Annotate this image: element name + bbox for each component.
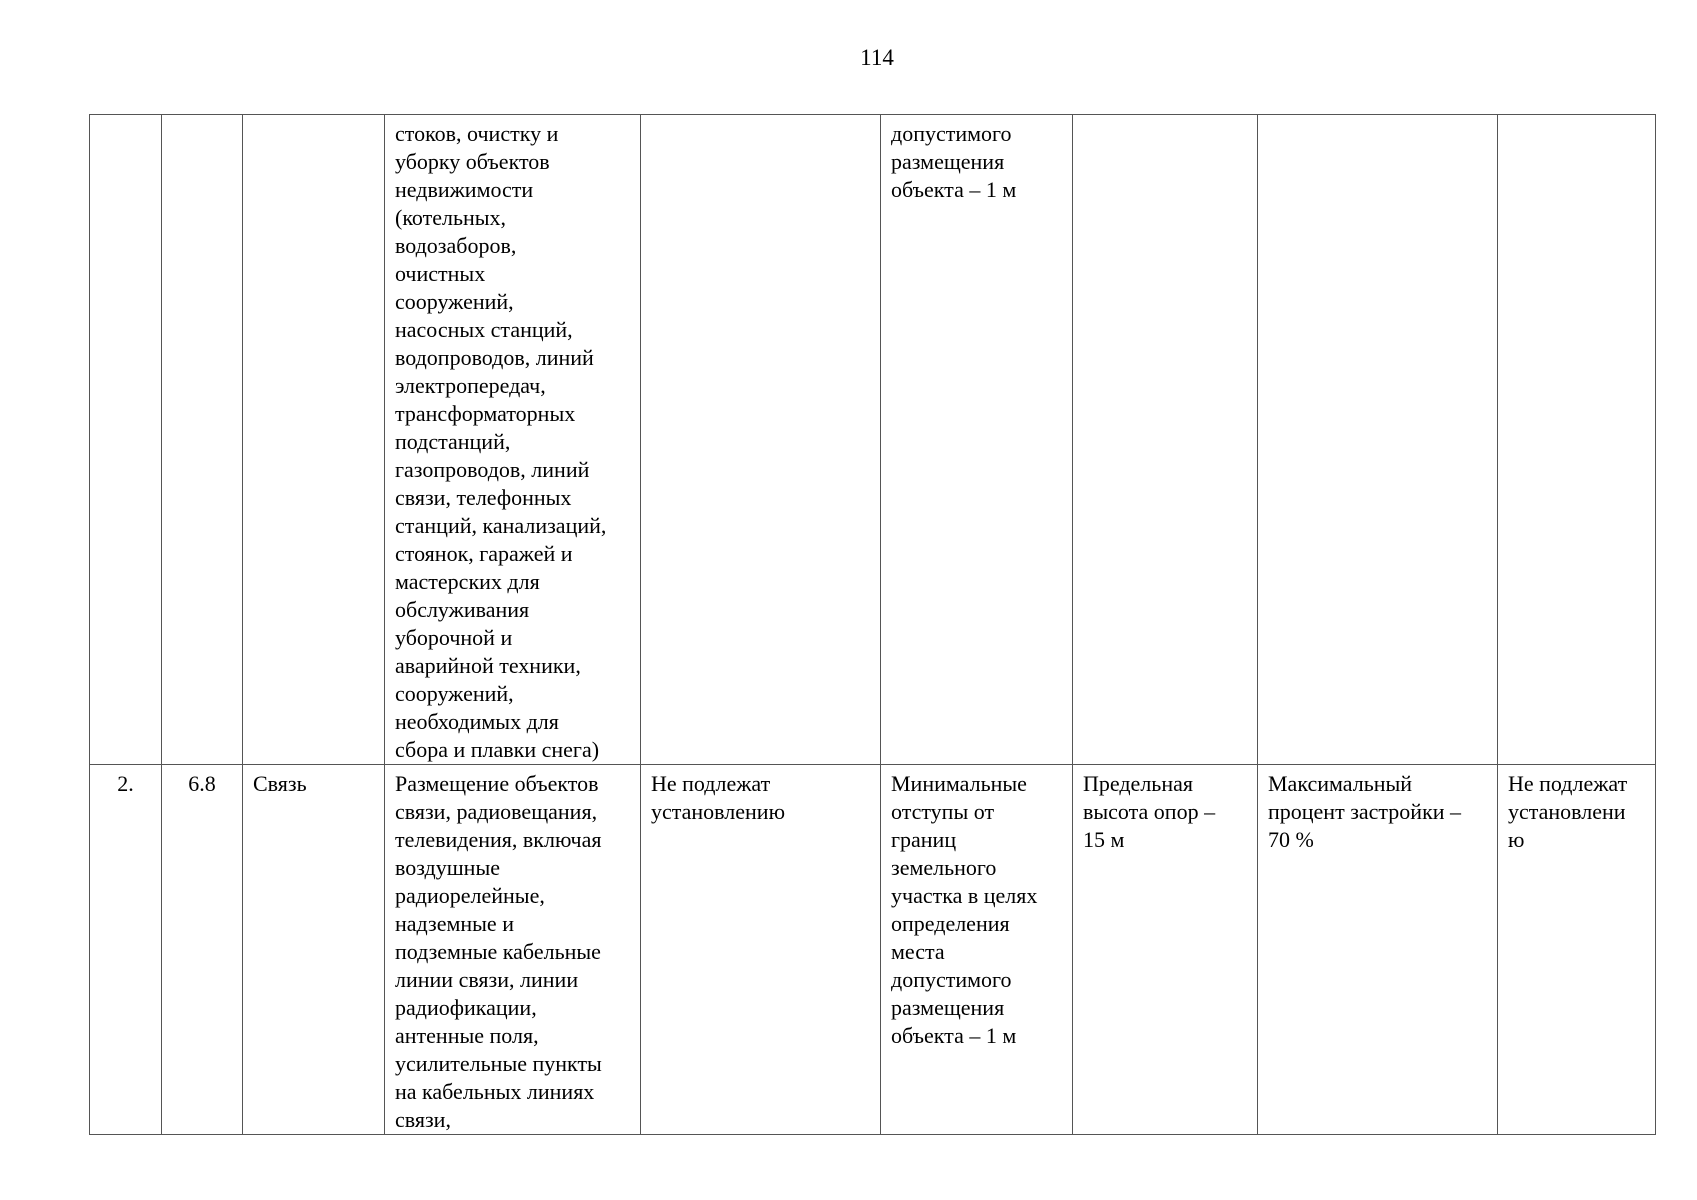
cell-column-9 — [1498, 115, 1656, 765]
cell-height — [1073, 115, 1258, 765]
cell-code — [162, 115, 243, 765]
cell-setbacks: допустимого размещения объекта – 1 м — [881, 115, 1073, 765]
cell-setbacks: Минимальные отступы от границ земельного участка в целях определения места допустимого размещения объекта – 1 м — [881, 765, 1073, 1135]
cell-name — [243, 115, 385, 765]
cell-column-5 — [641, 115, 881, 765]
page-number: 114 — [860, 45, 894, 70]
table-row — [90, 115, 1656, 765]
cell-column-5: Не подлежат установлению — [641, 765, 881, 1135]
zoning-table — [89, 114, 1656, 1135]
cell-coverage — [1258, 115, 1498, 765]
cell-column-9: Не подлежат установлени ю — [1498, 765, 1656, 1135]
cell-coverage: Максимальный процент застройки – 70 % — [1258, 765, 1498, 1135]
table-row — [90, 765, 1656, 1135]
cell-description: стоков, очистку и уборку объектов недвижимости (котельных, водозаборов, очистных сооружений, насосных станций, водопроводов, линий электропередач, трансформаторных подстанций, газопроводов, линий связи, телефонных станций, канализаций, стоянок, гаражей и мастерских для обслуживания уборочной и аварийной техники, сооружений, необходимых для сбора и плавки снега) — [385, 115, 641, 765]
cell-number: 2. — [90, 765, 162, 1135]
cell-description: Размещение объектов связи, радиовещания, телевидения, включая воздушные радиорелейные, надземные и подземные кабельные линии связи, линии радиофикации, антенные поля, усилительные пункты на кабельных линиях связи, — [385, 765, 641, 1135]
cell-code: 6.8 — [162, 765, 243, 1135]
cell-height: Предельная высота опор – 15 м — [1073, 765, 1258, 1135]
cell-name: Связь — [243, 765, 385, 1135]
cell-number — [90, 115, 162, 765]
